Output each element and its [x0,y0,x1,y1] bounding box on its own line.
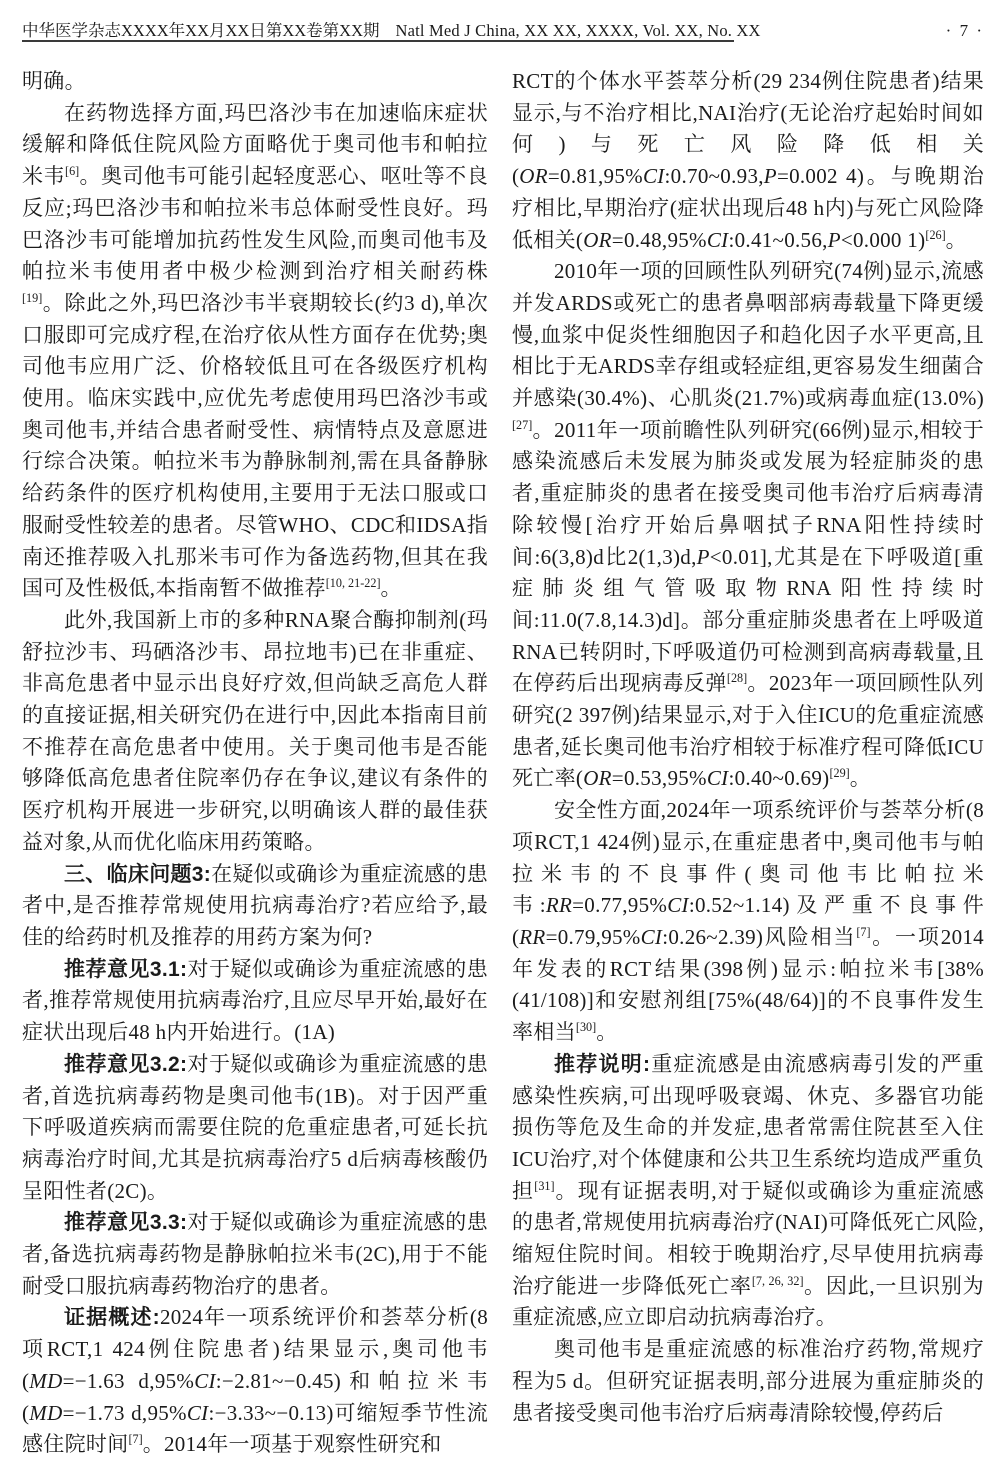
italic-statistic: OR [519,164,548,189]
text-run: 。2011年一项前瞻性队列研究(66例)显示,相较于感染流感后未发展为肺炎或发展为轻症肺炎的患者,重症肺炎的患者在接受奥司他韦治疗后病毒清除较慢[治疗开始后鼻咽拭子RNA阳性持续时间:6(3,8)d比2(1,3)d, [512,417,984,569]
italic-statistic: OR [583,227,612,252]
italic-statistic: CI [706,766,729,791]
text-run: 此外,我国新上市的多种RNA聚合酶抑制剂(玛舒拉沙韦、玛硒洛沙韦、昂拉地韦)已在非重症、非高危患者中显示出良好疗效,但尚缺乏高危人群的直接证据,相关研究仍在进行中,因此本指南目前不推荐在高危患者中使用。关于奥司他韦是否能够降低高危患者住院率仍存在争议,建议有条件的医疗机构开展进一步研究,以明确该人群的最佳获益对象,从而优化临床用药策略。 [22,607,488,854]
text-run: 2024年一项系统评价和荟萃分析(8项RCT,1 424例住院患者)结果显示,奥司他韦( [22,1305,488,1393]
paragraph [512,256,984,795]
text-run: 。 [596,1020,618,1045]
text-run: <0.01],尤其是在下呼吸道[重症肺炎组气管吸取物RNA阳性持续时间:11.0(7.8,14.3)d]。部分重症肺炎患者在上呼吸道RNA已转阴时,下呼吸道仍可检测到高病毒载量,且在停药后出现病毒反弹 [512,544,984,696]
reference-superscript: [30] [575,1020,597,1035]
text-run: 。因此,一旦识别为重症流感,应立即启动抗病毒治疗。 [512,1273,984,1330]
text-run: 。奥司他韦可能引起轻度恶心、呕吐等不良反应;玛巴洛沙韦和帕拉米韦总体耐受性良好。玛巴洛沙韦可能增加抗药性发生风险,而奥司他韦及帕拉米韦使用者中极少检测到治疗相关耐药株 [22,164,488,284]
text-run: 明确。 [22,69,86,93]
text-run: :0.70~0.93, [664,164,764,189]
italic-statistic: MD [29,1368,63,1393]
italic-statistic: RR [519,924,546,949]
text-run: 。除此之外,玛巴洛沙韦半衰期较长(约3 d),单次口服即可完成疗程,在治疗依从性方面存在优势;奥司他韦应用广泛、价格较低且可在各级医疗机构使用。临床实践中,应优先考虑使用玛巴洛沙韦或奥司他韦,并结合患者耐受性、病情特点及意愿进行综合决策。帕拉米韦为静脉制剂,需在具备静脉给药条件的医疗机构使用,主要用于无法口服或口服耐受性较差的患者。尽管WHO、CDC和IDSA指南还推荐吸入扎那米韦可作为备选药物,但其在我国可及性极低,本指南暂不做推荐 [22,290,488,601]
text-run: RCT的个体水平荟萃分析(29 234例住院患者)结果显示,与不治疗相比,NAI治疗(无论治疗起始时间如何)与死亡风险降低相关( [512,69,984,189]
text-run: :0.26~2.39)风险相当 [662,924,857,949]
italic-statistic: P [696,544,710,569]
header-rule [22,40,734,42]
text-run: 安全性方面,2024年一项系统评价与荟萃分析(8项RCT,1 424例)显示,在重症患者中,奥司他韦与帕拉米韦的不良事件(奥司他韦比帕拉米韦: [512,798,984,918]
right-column [512,66,984,1429]
text-run: <0.000 1) [840,227,926,252]
bold-label: 三、临床问题3: [64,862,212,886]
reference-superscript: [7] [856,924,871,939]
text-run: =0.77,95% [572,893,668,918]
italic-statistic: CI [706,227,729,252]
reference-superscript: [26] [925,227,946,242]
paragraph [22,859,488,954]
left-column [22,66,488,1461]
journal-title-en: Natl Med J China, XX XX, XXXX, Vol. XX, No. XX [395,21,761,40]
italic-statistic: OR [583,766,612,791]
reference-superscript: [27] [512,417,533,432]
text-run: =0.79,95% [545,924,641,949]
text-run: 。2014年一项基于观察性研究和 [142,1432,442,1457]
text-run: 在药物选择方面,玛巴洛沙韦在加速临床症状缓解和降低住院风险方面略优于奥司他韦和帕拉米韦 [22,100,488,189]
italic-statistic: CI [186,1400,209,1425]
bold-label: 推荐意见3.3: [64,1211,188,1235]
text-run: :0.41~0.56, [728,227,828,252]
paragraph [22,66,488,98]
text-run: :−3.33~−0.13)可缩短季节性流感住院时间 [22,1400,489,1457]
bold-label: 推荐说明: [554,1052,651,1076]
paragraph [512,1049,984,1334]
text-run: =−1.63 d,95% [62,1368,195,1393]
bold-label: 证据概述: [64,1306,160,1330]
reference-superscript: [6] [65,164,80,179]
text-run: =0.53,95% [611,766,707,791]
text-run: 2010年一项的回顾性队列研究(74例)显示,流感并发ARDS或死亡的患者鼻咽部病毒载量下降更缓慢,血浆中促炎性细胞因子和趋化因子水平更高,且相比于无ARDS幸存组或轻症组,更容易发生细菌合并感染(30.4%)、心肌炎(21.7%)或病毒血症(13.0%) [512,259,984,411]
journal-title-cn: 中华医学杂志XXXX年XX月XX日第XX卷第XX期 [22,21,380,40]
italic-statistic: CI [667,893,689,918]
italic-statistic: CI [642,164,665,189]
text-run: :0.40~0.69) [728,766,830,791]
reference-superscript: [19] [22,290,43,305]
reference-superscript: [29] [829,766,850,781]
paragraph [22,954,488,1049]
italic-statistic: CI [194,1368,216,1393]
text-run: :0.52~1.14)及严重不良事件( [512,893,985,949]
text-run: =0.81,95% [547,164,643,189]
italic-statistic: MD [29,1400,63,1425]
text-run: 。 [945,227,967,252]
text-run: =0.002 4)。与晚期治疗相比,早期治疗(症状出现后48 h内)与死亡风险降低相关( [512,164,984,252]
text-run: 对于疑似或确诊为重症流感的患者,首选抗病毒药物是奥司他韦(1B)。对于因严重下呼吸道疾病而需要住院的危重症患者,可延长抗病毒治疗时间,尤其是抗病毒治疗5 d后病毒核酸仍呈阳性者(2C)。 [22,1051,489,1203]
bold-label: 推荐意见3.2: [64,1052,188,1076]
reference-superscript: [10, 21-22] [325,576,381,591]
paragraph [512,1334,984,1429]
reference-superscript: [7, 26, 32] [751,1273,804,1288]
reference-superscript: [7] [128,1432,143,1447]
italic-statistic: CI [640,924,663,949]
paragraph [22,605,488,859]
text-run: 。2023年一项回顾性队列研究(2 397例)结果显示,对于入住ICU的危重症流感患者,延长奥司他韦治疗相较于标准疗程可降低ICU死亡率( [512,671,984,791]
text-run: 对于疑似或确诊为重症流感的患者,推荐常规使用抗病毒治疗,且应尽早开始,最好在症状出现后48 h内开始进行。(1A) [22,956,489,1045]
text-run: 在疑似或确诊为重症流感的患者中,是否推荐常规使用抗病毒治疗?若应给予,最佳的给药时机及推荐的用药方案为何? [22,861,488,949]
journal-masthead [22,20,761,42]
text-run: =−1.73 d,95% [62,1400,187,1425]
text-run: 。 [380,576,402,601]
text-run: 奥司他韦是重症流感的标准治疗药物,常规疗程为5 d。但研究证据表明,部分进展为重症肺炎的患者接受奥司他韦治疗后病毒清除较慢,停药后 [512,1337,984,1425]
italic-statistic: RR [545,893,573,918]
text-run: 重症流感是由流感病毒引发的严重感染性疾病,可出现呼吸衰竭、休克、多器官功能损伤等危及生命的并发症,患者常需住院甚至入住ICU治疗,对个体健康和公共卫生系统均造成严重负担 [512,1051,985,1203]
reference-superscript: [28] [726,671,748,686]
bold-label: 推荐意见3.1: [64,957,188,981]
text-run: =0.48,95% [611,227,707,252]
reference-superscript: [31] [534,1178,555,1193]
text-run: 。 [849,766,872,791]
text-run: 。现有证据表明,对于疑似或确诊为重症流感的患者,常规使用抗病毒治疗(NAI)可降低死亡风险,缩短住院时间。相较于晚期治疗,尽早使用抗病毒治疗能进一步降低死亡率 [512,1178,984,1298]
paragraph [22,98,488,605]
paragraph [22,1049,488,1208]
paragraph [512,795,984,1049]
paragraph [22,1207,488,1302]
text-run: 。一项2014年发表的RCT结果(398例)显示:帕拉米韦[38%(41/108)]和安慰剂组[75%(48/64)]的不良事件发生率相当 [512,924,984,1045]
italic-statistic: P [827,227,841,252]
text-run: :−2.81~−0.45)和帕拉米韦( [22,1368,489,1425]
paragraph [512,66,984,256]
text-run: 对于疑似或确诊为重症流感的患者,备选抗病毒药物是静脉帕拉米韦(2C),用于不能耐受口服抗病毒药物治疗的患者。 [22,1210,489,1298]
italic-statistic: P [763,164,777,189]
page-number: · 7 · [945,21,984,40]
paragraph [22,1302,488,1461]
running-head [22,20,988,42]
